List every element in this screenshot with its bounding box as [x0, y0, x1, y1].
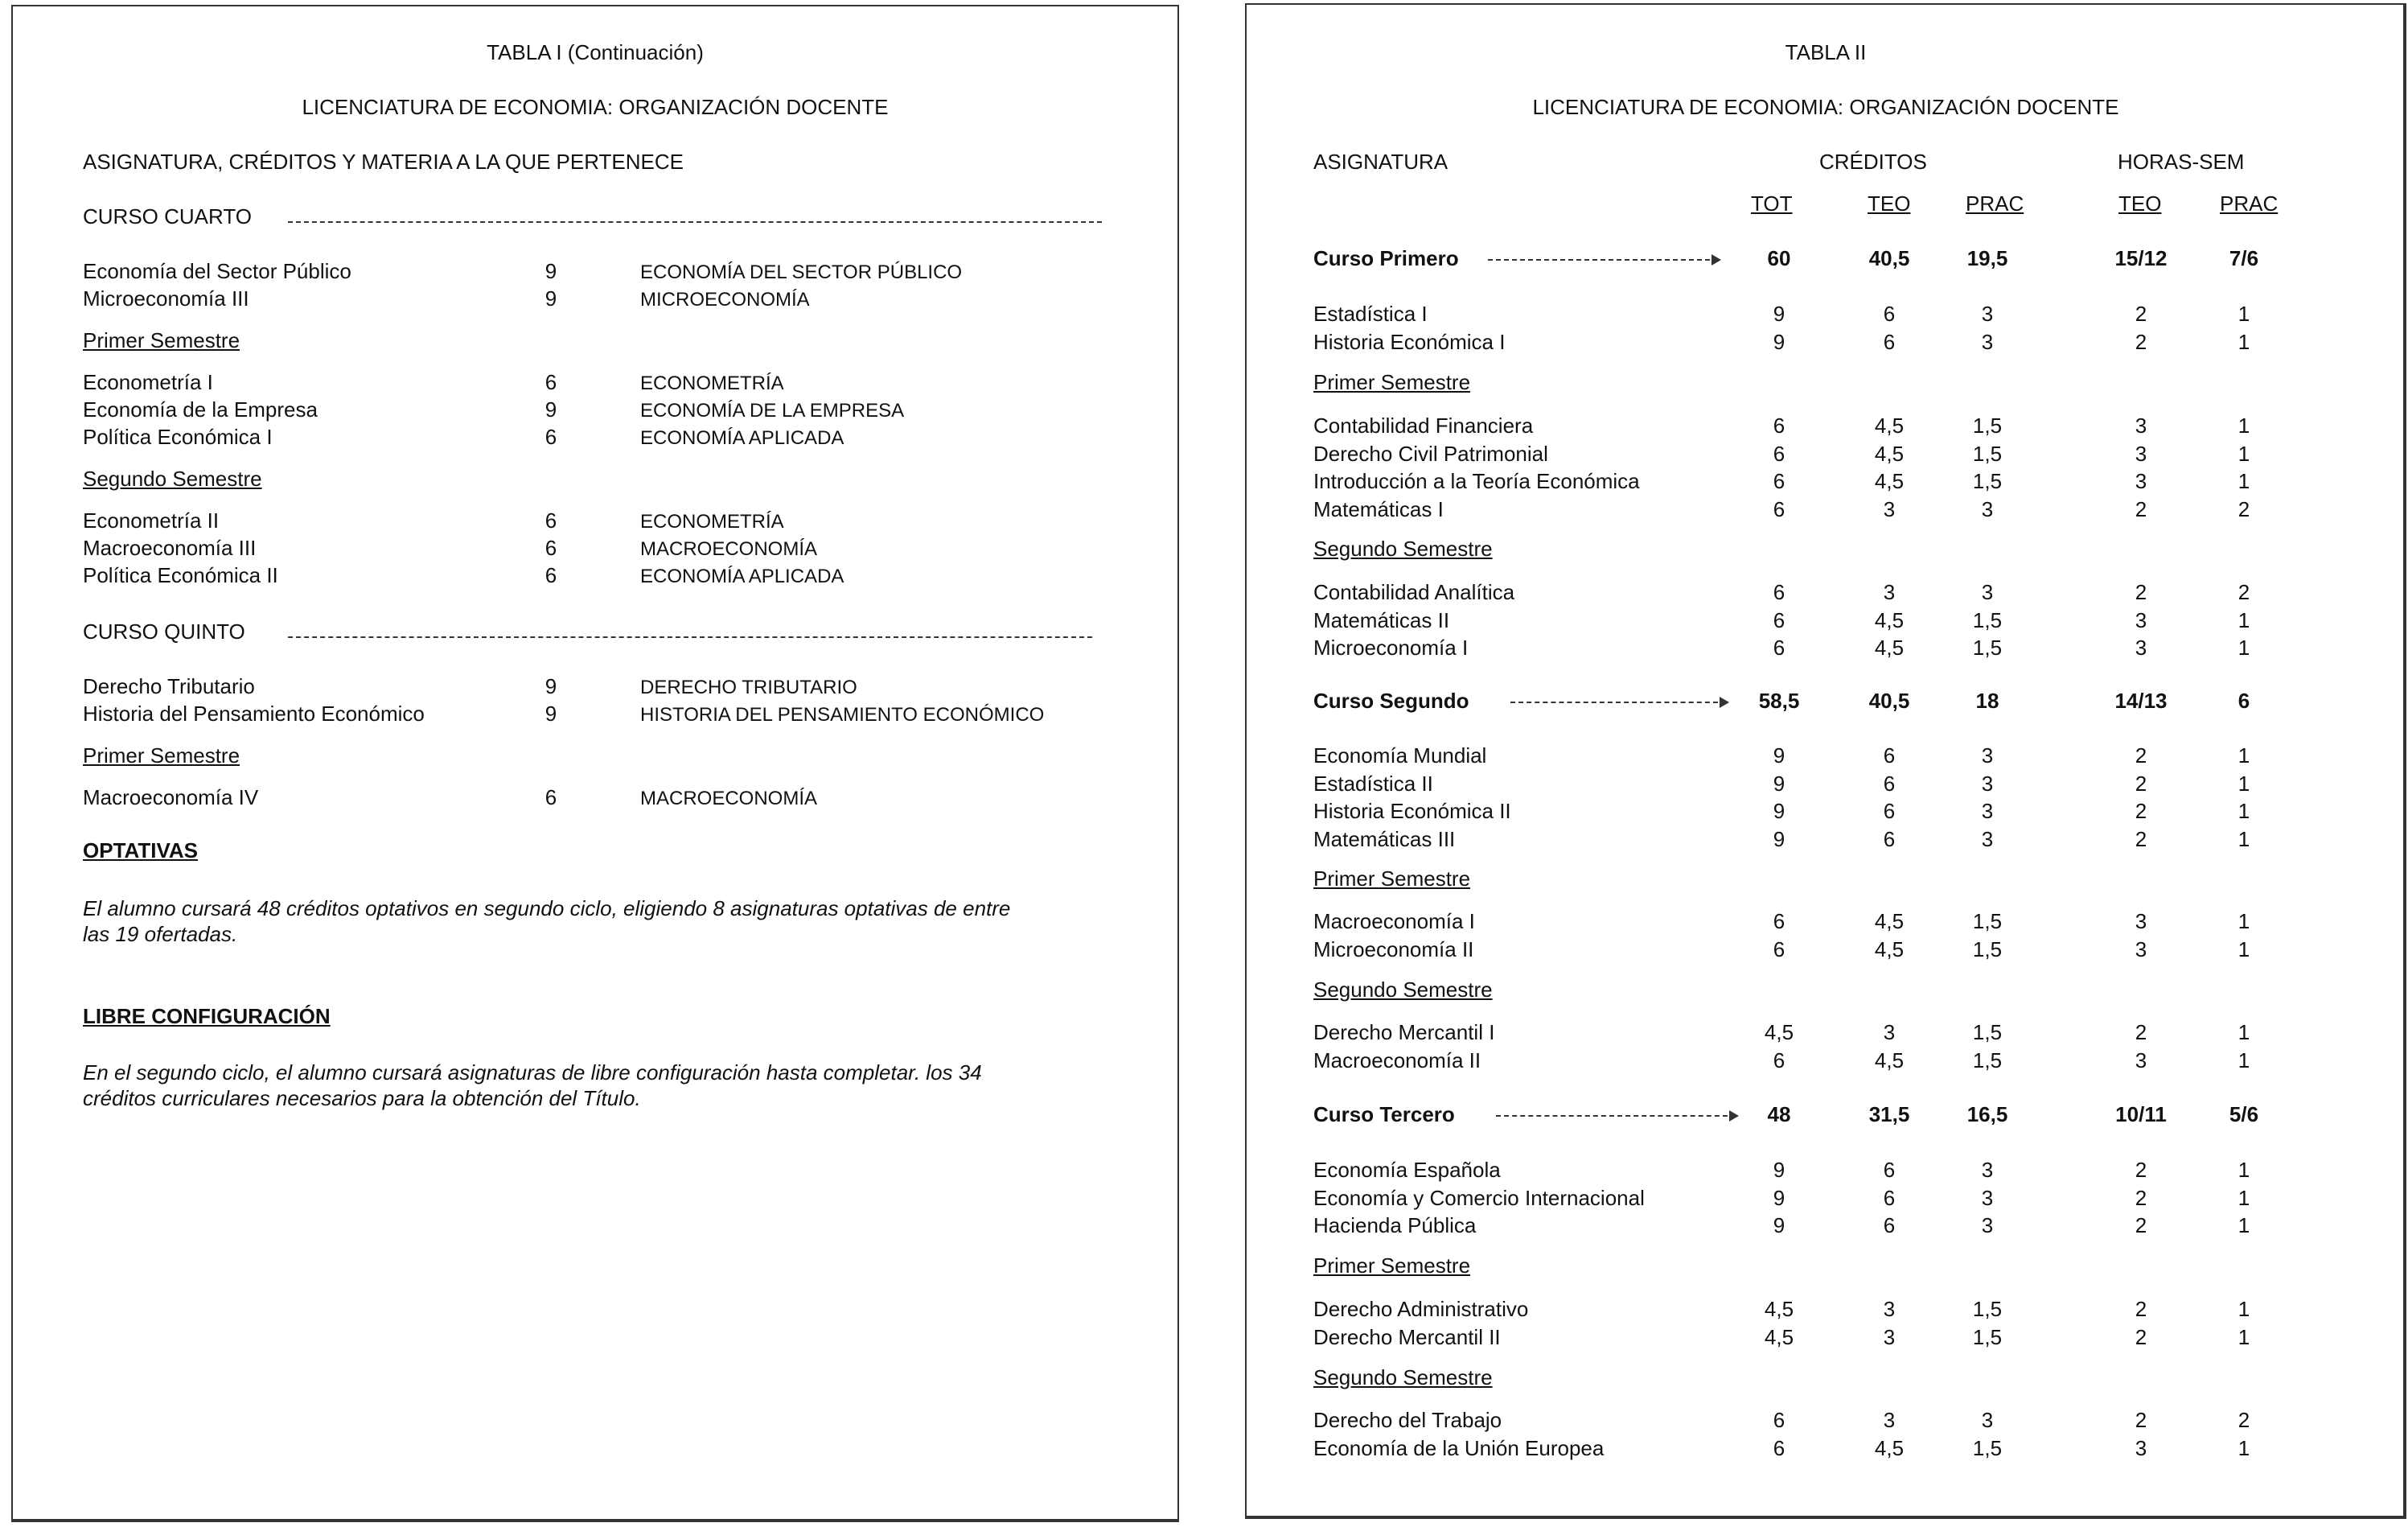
- subject-teo: 6: [1883, 330, 1896, 354]
- subject-hprac: 1: [2237, 1158, 2250, 1182]
- curso-summary-hteo: 14/13: [2114, 689, 2168, 713]
- col-tot-header: TOT: [1751, 191, 1793, 216]
- subject-hteo: 2: [2135, 497, 2147, 521]
- subject-teo: 4,5: [1874, 469, 1905, 493]
- subject-teo: 6: [1883, 772, 1896, 796]
- subject-hteo: 3: [2135, 442, 2147, 466]
- segundo-semestre-label: Segundo Semestre: [1313, 537, 1493, 561]
- subject-hprac: 1: [2237, 414, 2250, 438]
- subject-tot: 4,5: [1764, 1297, 1794, 1321]
- subject-teo: 3: [1883, 1325, 1896, 1349]
- subject-tot: 6: [1773, 909, 1785, 933]
- curso-summary-tot: 48: [1767, 1102, 1791, 1126]
- arrow-icon: [1510, 702, 1726, 703]
- subject-prac: 3: [1981, 1158, 1994, 1182]
- subject-prac: 3: [1981, 302, 1994, 326]
- subject-teo: 6: [1883, 743, 1896, 768]
- subject-hprac: 1: [2237, 469, 2250, 493]
- subject-prac: 1,5: [1972, 636, 2003, 660]
- curso-summary-name: Curso Tercero: [1313, 1102, 1455, 1126]
- subject-tot: 6: [1773, 469, 1785, 493]
- subject-name: Economía Mundial: [1313, 743, 1487, 768]
- subject-hprac: 1: [2237, 1297, 2250, 1321]
- subject-materia: DERECHO TRIBUTARIO: [640, 677, 857, 698]
- subject-credits: 6: [544, 536, 557, 560]
- subject-materia: ECONOMETRÍA: [640, 511, 784, 533]
- subject-hprac: 1: [2237, 330, 2250, 354]
- curso-summary-prac: 18: [1975, 689, 1999, 713]
- segundo-semestre-label: Segundo Semestre: [1313, 978, 1493, 1002]
- subject-name: Microeconomía III: [83, 286, 249, 311]
- subject-name: Economía del Sector Público: [83, 259, 351, 283]
- subject-name: Historia Económica II: [1313, 799, 1511, 823]
- subject-tot: 9: [1773, 330, 1785, 354]
- subject-teo: 6: [1883, 1158, 1896, 1182]
- subject-materia: ECONOMÍA APLICADA: [640, 427, 844, 449]
- subject-name: Economía de la Empresa: [83, 397, 318, 422]
- subject-name: Macroeconomía II: [1313, 1048, 1481, 1072]
- subject-teo: 6: [1883, 302, 1896, 326]
- subject-hprac: 1: [2237, 743, 2250, 768]
- subject-teo: 3: [1883, 580, 1896, 604]
- subject-hteo: 2: [2135, 1158, 2147, 1182]
- col-creditos-header: CRÉDITOS: [1819, 150, 1927, 174]
- subject-hprac: 1: [2237, 1020, 2250, 1044]
- subject-prac: 1,5: [1972, 1325, 2003, 1349]
- subject-name: Matemáticas II: [1313, 608, 1450, 632]
- subject-teo: 4,5: [1874, 636, 1905, 660]
- subject-prac: 1,5: [1972, 1297, 2003, 1321]
- subject-name: Hacienda Pública: [1313, 1213, 1477, 1237]
- subject-name: Derecho Civil Patrimonial: [1313, 442, 1548, 466]
- subject-name: Microeconomía II: [1313, 937, 1474, 961]
- subject-materia: ECONOMÍA DEL SECTOR PÚBLICO: [640, 261, 963, 283]
- subject-teo: 4,5: [1874, 937, 1905, 961]
- col-teo-header: TEO: [1868, 191, 1911, 216]
- subject-prac: 1,5: [1972, 1048, 2003, 1072]
- subject-tot: 6: [1773, 1048, 1785, 1072]
- subject-credits: 6: [544, 508, 557, 533]
- subject-teo: 4,5: [1874, 1436, 1905, 1460]
- curso-summary-hprac: 6: [2237, 689, 2250, 713]
- subject-hprac: 2: [2237, 1408, 2250, 1432]
- subject-hteo: 3: [2135, 909, 2147, 933]
- curso-summary-teo: 31,5: [1868, 1102, 1910, 1126]
- curso-summary-teo: 40,5: [1868, 246, 1910, 270]
- curso-summary-hteo: 15/12: [2114, 246, 2168, 270]
- subject-tot: 9: [1773, 302, 1785, 326]
- subject-credits: 9: [544, 286, 557, 311]
- curso-summary-name: Curso Segundo: [1313, 689, 1469, 713]
- tabla-i-title: TABLA I (Continuación): [487, 40, 704, 64]
- subject-teo: 4,5: [1874, 1048, 1905, 1072]
- subject-hteo: 2: [2135, 302, 2147, 326]
- subject-name: Derecho Mercantil I: [1313, 1020, 1495, 1044]
- subject-tot: 9: [1773, 743, 1785, 768]
- subject-materia: MACROECONOMÍA: [640, 538, 818, 560]
- libre-configuracion-heading: LIBRE CONFIGURACIÓN: [83, 1004, 331, 1028]
- subject-prac: 3: [1981, 743, 1994, 768]
- subject-hprac: 1: [2237, 937, 2250, 961]
- curso-cuarto-heading: CURSO CUARTO: [83, 204, 252, 228]
- subject-credits: 6: [544, 563, 557, 587]
- subject-name: Econometría I: [83, 370, 213, 394]
- segundo-semestre-label: Segundo Semestre: [1313, 1365, 1493, 1389]
- subject-name: Estadística II: [1313, 772, 1433, 796]
- primer-semestre-label: Primer Semestre: [1313, 370, 1471, 394]
- optativas-text: las 19 ofertadas.: [83, 922, 238, 946]
- subject-tot: 9: [1773, 799, 1785, 823]
- curso-cuarto-divider: [288, 221, 1102, 223]
- curso-summary-teo: 40,5: [1868, 689, 1910, 713]
- subject-credits: 6: [544, 370, 557, 394]
- subject-hteo: 2: [2135, 330, 2147, 354]
- subject-teo: 6: [1883, 827, 1896, 851]
- subject-hteo: 2: [2135, 1297, 2147, 1321]
- subject-hteo: 2: [2135, 827, 2147, 851]
- subject-hprac: 1: [2237, 827, 2250, 851]
- subject-credits: 9: [544, 702, 557, 726]
- subject-hprac: 1: [2237, 636, 2250, 660]
- subject-tot: 6: [1773, 937, 1785, 961]
- subject-credits: 6: [544, 425, 557, 449]
- subject-name: Derecho del Trabajo: [1313, 1408, 1502, 1432]
- col-horas-prac-header: PRAC: [2220, 191, 2279, 216]
- curso-quinto-divider: [288, 636, 1092, 638]
- subject-hteo: 3: [2135, 636, 2147, 660]
- subject-name: Microeconomía I: [1313, 636, 1469, 660]
- subject-hprac: 1: [2237, 442, 2250, 466]
- col-horas-header: HORAS-SEM: [2118, 150, 2245, 174]
- curso-summary-name: Curso Primero: [1313, 246, 1459, 270]
- subject-tot: 6: [1773, 1436, 1785, 1460]
- subject-hteo: 3: [2135, 608, 2147, 632]
- subject-name: Matemáticas III: [1313, 827, 1456, 851]
- subject-hprac: 2: [2237, 580, 2250, 604]
- tabla-ii-subtitle: LICENCIATURA DE ECONOMIA: ORGANIZACIÓN DOCENTE: [1532, 95, 2119, 119]
- subject-prac: 1,5: [1972, 937, 2003, 961]
- subject-prac: 1,5: [1972, 414, 2003, 438]
- subject-hteo: 3: [2135, 1048, 2147, 1072]
- subject-credits: 9: [544, 397, 557, 422]
- col-horas-teo-header: TEO: [2118, 191, 2162, 216]
- subject-name: Macroeconomía IV: [83, 785, 259, 809]
- subject-tot: 6: [1773, 636, 1785, 660]
- subject-hteo: 3: [2135, 1436, 2147, 1460]
- subject-hteo: 2: [2135, 799, 2147, 823]
- subject-name: Contabilidad Analítica: [1313, 580, 1515, 604]
- subject-prac: 3: [1981, 827, 1994, 851]
- subject-tot: 9: [1773, 1213, 1785, 1237]
- subject-hteo: 2: [2135, 1186, 2147, 1210]
- arrow-icon: [1496, 1115, 1736, 1117]
- subject-hprac: 1: [2237, 1186, 2250, 1210]
- subject-name: Política Económica II: [83, 563, 278, 587]
- subject-teo: 6: [1883, 1213, 1896, 1237]
- subject-name: Economía Española: [1313, 1158, 1501, 1182]
- subject-credits: 6: [544, 785, 557, 809]
- subject-name: Introducción a la Teoría Económica: [1313, 469, 1640, 493]
- subject-materia: HISTORIA DEL PENSAMIENTO ECONÓMICO: [640, 704, 1045, 726]
- subject-hteo: 2: [2135, 772, 2147, 796]
- subject-prac: 1,5: [1972, 1436, 2003, 1460]
- col-asignatura-header: ASIGNATURA: [1313, 150, 1448, 174]
- subject-tot: 9: [1773, 1158, 1785, 1182]
- tabla-i-subtitle: LICENCIATURA DE ECONOMIA: ORGANIZACIÓN DOCENTE: [302, 95, 889, 119]
- subject-teo: 3: [1883, 497, 1896, 521]
- subject-tot: 6: [1773, 608, 1785, 632]
- subject-name: Derecho Tributario: [83, 674, 255, 698]
- subject-name: Contabilidad Financiera: [1313, 414, 1534, 438]
- subject-name: Economía y Comercio Internacional: [1313, 1186, 1645, 1210]
- subject-hteo: 2: [2135, 1020, 2147, 1044]
- subject-name: Historia Económica I: [1313, 330, 1506, 354]
- curso-summary-prac: 16,5: [1966, 1102, 2008, 1126]
- optativas-heading: OPTATIVAS: [83, 838, 198, 862]
- libre-configuracion-text: créditos curriculares necesarios para la obtención del Título.: [83, 1086, 641, 1110]
- subject-tot: 9: [1773, 827, 1785, 851]
- subject-credits: 9: [544, 674, 557, 698]
- libre-configuracion-text: En el segundo ciclo, el alumno cursará asignaturas de libre configuración hasta completar. los 34: [83, 1060, 982, 1085]
- subject-prac: 3: [1981, 799, 1994, 823]
- subject-teo: 4,5: [1874, 909, 1905, 933]
- subject-tot: 9: [1773, 772, 1785, 796]
- subject-hprac: 1: [2237, 772, 2250, 796]
- subject-teo: 3: [1883, 1020, 1896, 1044]
- subject-tot: 6: [1773, 580, 1785, 604]
- subject-name: Econometría II: [83, 508, 220, 533]
- subject-prac: 3: [1981, 1408, 1994, 1432]
- subject-hprac: 1: [2237, 1325, 2250, 1349]
- subject-prac: 1,5: [1972, 1020, 2003, 1044]
- subject-tot: 6: [1773, 442, 1785, 466]
- subject-name: Derecho Administrativo: [1313, 1297, 1529, 1321]
- subject-hprac: 1: [2237, 608, 2250, 632]
- subject-name: Política Económica I: [83, 425, 273, 449]
- subject-tot: 6: [1773, 1408, 1785, 1432]
- curso-summary-hprac: 5/6: [2229, 1102, 2259, 1126]
- subject-prac: 1,5: [1972, 608, 2003, 632]
- subject-materia: ECONOMÍA APLICADA: [640, 566, 844, 587]
- curso-quinto-heading: CURSO QUINTO: [83, 619, 245, 644]
- subject-prac: 3: [1981, 580, 1994, 604]
- subject-teo: 6: [1883, 799, 1896, 823]
- arrow-icon: [1488, 259, 1718, 261]
- curso-summary-hteo: 10/11: [2115, 1102, 2167, 1126]
- subject-hprac: 1: [2237, 1213, 2250, 1237]
- tabla-i-header: ASIGNATURA, CRÉDITOS Y MATERIA A LA QUE PERTENECE: [83, 150, 684, 174]
- curso-summary-tot: 60: [1767, 246, 1791, 270]
- subject-hprac: 1: [2237, 1048, 2250, 1072]
- subject-prac: 3: [1981, 1186, 1994, 1210]
- curso-summary-tot: 58,5: [1758, 689, 1800, 713]
- primer-semestre-label: Primer Semestre: [83, 743, 240, 768]
- subject-name: Historia del Pensamiento Económico: [83, 702, 425, 726]
- subject-hteo: 2: [2135, 580, 2147, 604]
- segundo-semestre-label: Segundo Semestre: [83, 467, 262, 491]
- subject-name: Matemáticas I: [1313, 497, 1444, 521]
- subject-prac: 3: [1981, 772, 1994, 796]
- subject-prac: 1,5: [1972, 909, 2003, 933]
- subject-tot: 6: [1773, 414, 1785, 438]
- subject-prac: 3: [1981, 330, 1994, 354]
- subject-hprac: 1: [2237, 909, 2250, 933]
- subject-credits: 9: [544, 259, 557, 283]
- subject-materia: MACROECONOMÍA: [640, 788, 818, 809]
- subject-name: Macroeconomía III: [83, 536, 257, 560]
- subject-tot: 6: [1773, 497, 1785, 521]
- col-prac-header: PRAC: [1966, 191, 2024, 216]
- subject-teo: 4,5: [1874, 442, 1905, 466]
- subject-tot: 4,5: [1764, 1020, 1794, 1044]
- subject-prac: 3: [1981, 1213, 1994, 1237]
- tabla-ii-title: TABLA II: [1785, 40, 1867, 64]
- subject-teo: 3: [1883, 1408, 1896, 1432]
- subject-name: Macroeconomía I: [1313, 909, 1475, 933]
- subject-materia: ECONOMETRÍA: [640, 372, 784, 394]
- subject-hteo: 2: [2135, 1213, 2147, 1237]
- subject-name: Derecho Mercantil II: [1313, 1325, 1501, 1349]
- subject-name: Estadística I: [1313, 302, 1428, 326]
- subject-hprac: 1: [2237, 1436, 2250, 1460]
- subject-hprac: 2: [2237, 497, 2250, 521]
- curso-summary-hprac: 7/6: [2229, 246, 2259, 270]
- subject-hteo: 2: [2135, 1325, 2147, 1349]
- subject-name: Economía de la Unión Europea: [1313, 1436, 1605, 1460]
- subject-hprac: 1: [2237, 302, 2250, 326]
- subject-teo: 6: [1883, 1186, 1896, 1210]
- subject-teo: 4,5: [1874, 414, 1905, 438]
- subject-teo: 3: [1883, 1297, 1896, 1321]
- curso-summary-prac: 19,5: [1966, 246, 2008, 270]
- subject-prac: 1,5: [1972, 469, 2003, 493]
- subject-hteo: 3: [2135, 414, 2147, 438]
- subject-prac: 1,5: [1972, 442, 2003, 466]
- subject-hteo: 2: [2135, 743, 2147, 768]
- subject-hteo: 3: [2135, 469, 2147, 493]
- subject-hteo: 2: [2135, 1408, 2147, 1432]
- subject-tot: 4,5: [1764, 1325, 1794, 1349]
- subject-materia: MICROECONOMÍA: [640, 289, 810, 311]
- primer-semestre-label: Primer Semestre: [83, 328, 240, 352]
- subject-hteo: 3: [2135, 937, 2147, 961]
- subject-teo: 4,5: [1874, 608, 1905, 632]
- subject-tot: 9: [1773, 1186, 1785, 1210]
- optativas-text: El alumno cursará 48 créditos optativos en segundo ciclo, eligiendo 8 asignaturas optativas de entre: [83, 896, 1011, 920]
- subject-materia: ECONOMÍA DE LA EMPRESA: [640, 400, 905, 422]
- primer-semestre-label: Primer Semestre: [1313, 866, 1471, 891]
- subject-prac: 3: [1981, 497, 1994, 521]
- primer-semestre-label: Primer Semestre: [1313, 1253, 1471, 1278]
- subject-hprac: 1: [2237, 799, 2250, 823]
